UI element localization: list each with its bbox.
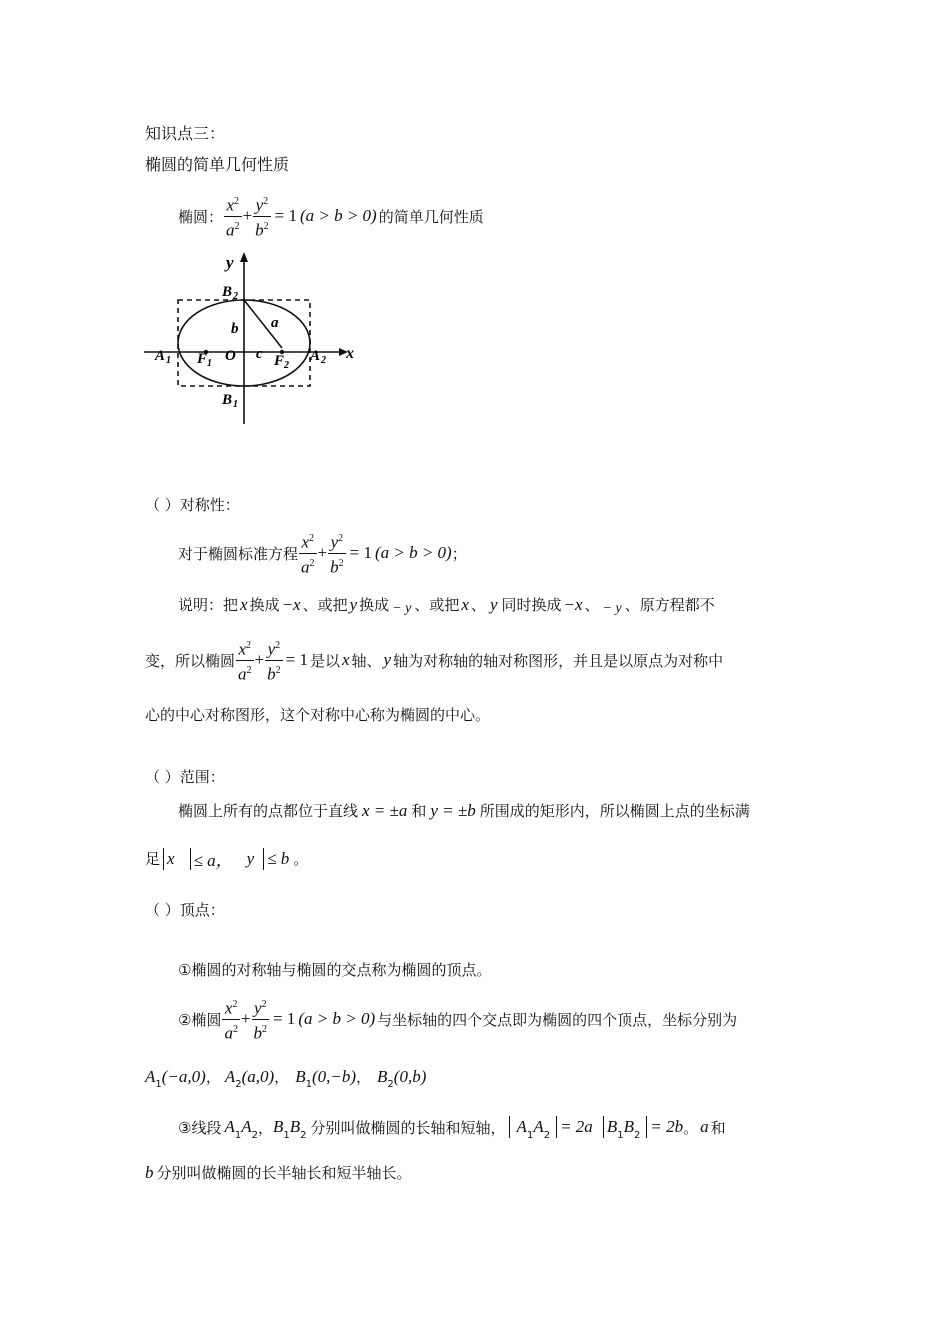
line-y-eq: y = ±b — [430, 800, 476, 820]
var-B: B — [606, 1117, 618, 1136]
plus-sign: + — [317, 543, 328, 563]
text: 所围成的矩形内，所以椭圆上点的坐标满 — [479, 802, 750, 820]
subscript: 2 — [387, 1079, 394, 1090]
text: 同时换成 — [501, 596, 562, 614]
label-f1: F — [197, 351, 208, 367]
condition: (a > b > 0) — [299, 206, 377, 226]
plus-sign: + — [254, 650, 265, 670]
comma: ， — [205, 1068, 221, 1086]
vertex-coordinates — [145, 1066, 427, 1090]
var-x: x — [341, 650, 350, 670]
range-b: ≤ b — [267, 848, 290, 868]
range-line-2 — [145, 846, 308, 871]
symmetry-center-text: 心的中心对称图形，这个对称中心称为椭圆的中心。 — [145, 706, 491, 724]
fraction-x2-a2: $\frac{x^2}{a^2}$ — [226, 195, 240, 240]
condition: (a > b > 0) — [298, 1009, 376, 1029]
subscript: 1 — [234, 1129, 242, 1141]
vertex-a1: A — [145, 1066, 156, 1086]
section-vertex-title: （ ）顶点： — [145, 901, 225, 919]
abs-bar — [263, 848, 264, 870]
var-y: y — [489, 594, 498, 614]
intro-suffix: 的简单几何性质 — [378, 207, 484, 226]
comma: ， — [274, 1068, 290, 1086]
fraction-y2-b2: $\frac{y^2}{b^2}$ — [253, 998, 268, 1043]
label-y: y — [226, 253, 234, 272]
var-x: x — [167, 848, 175, 868]
label-c: c — [256, 346, 263, 362]
var-neg-y: − y — [392, 600, 412, 616]
label-b2-sub: 2 — [233, 291, 238, 302]
fraction-x2-a2: $\frac{x^2}{a^2}$ — [224, 998, 238, 1043]
var-neg-y: − y — [602, 600, 622, 616]
var-neg-x: −x — [563, 594, 583, 614]
label-b1: B — [222, 392, 233, 408]
abs-bar — [190, 848, 191, 870]
label-f2: F — [274, 353, 285, 369]
label-a2: A — [310, 348, 321, 364]
var-a: a — [700, 1117, 709, 1136]
symmetry-conclusion-line — [145, 637, 723, 683]
abs-bar — [556, 1116, 557, 1138]
symmetry-prefix: 对于椭圆标准方程 — [178, 544, 299, 563]
vertex-a2: A — [224, 1066, 236, 1086]
label-b1-sub: 1 — [233, 399, 238, 410]
range-line-1 — [178, 800, 750, 821]
subscript: 1 — [617, 1129, 624, 1141]
comma: ， — [257, 1118, 273, 1137]
section-symmetry-title: （ ）对称性： — [145, 496, 240, 514]
vertex-b1-coord: (0,−b) — [311, 1066, 356, 1086]
subscript: 2 — [251, 1129, 258, 1141]
vertex-item-3-cont — [145, 1162, 412, 1183]
line-x-eq: x = ±a — [362, 800, 408, 820]
abs-bar — [163, 848, 164, 870]
subscript: 1 — [526, 1129, 534, 1141]
section-range-title: （ ）范围： — [145, 768, 225, 786]
vertex-item-2 — [178, 996, 737, 1042]
text: 分别叫做椭圆的长轴和短轴， — [310, 1118, 506, 1137]
var-B: B — [273, 1117, 284, 1136]
page-title: 椭圆的简单几何性质 — [145, 155, 290, 174]
var-neg-x: −x — [281, 594, 301, 614]
fraction-y2-b2: $\frac{y^2}{b^2}$ — [255, 195, 269, 240]
var-y: y — [349, 594, 358, 614]
var-A: A — [224, 1117, 235, 1136]
text: 、或把 — [302, 596, 348, 614]
vertex-a1-coord: (−a,0) — [161, 1066, 206, 1086]
label-a1-sub: 1 — [166, 355, 171, 366]
abs-bar — [646, 1116, 647, 1138]
intro-line — [178, 193, 484, 239]
var-y: y — [246, 848, 255, 868]
var-y: y — [383, 650, 392, 670]
label-b2: B — [222, 284, 233, 300]
equals-one: = 1 — [274, 206, 297, 226]
major-axis-length: = 2a — [560, 1117, 593, 1136]
label-a: a — [271, 315, 279, 331]
var-A: A — [516, 1117, 527, 1136]
label-f2-sub: 2 — [284, 360, 289, 371]
subscript: 1 — [155, 1079, 162, 1090]
plus-sign: + — [242, 206, 253, 226]
text: 、或把 — [414, 596, 460, 614]
subscript: 2 — [235, 1079, 242, 1090]
abs-bar — [509, 1116, 510, 1138]
semicolon: ； — [451, 544, 467, 563]
symmetry-description-line — [178, 594, 715, 615]
text: 椭圆上所有的点都位于直线 — [178, 802, 359, 820]
text: ②椭圆 — [178, 1010, 222, 1029]
text: 、 — [584, 596, 600, 614]
abs-bar — [603, 1116, 604, 1138]
label-a2-sub: 2 — [321, 355, 326, 366]
subscript: 2 — [300, 1129, 307, 1141]
subscript: 2 — [633, 1129, 641, 1141]
subscript: 2 — [543, 1129, 551, 1141]
var-x: x — [240, 594, 248, 614]
var-A: A — [241, 1117, 252, 1136]
var-B: B — [289, 1117, 301, 1136]
plus-sign: + — [240, 1009, 251, 1029]
text: 换成 — [249, 596, 280, 614]
intro-prefix: 椭圆： — [178, 207, 224, 226]
text: 和 — [411, 802, 427, 820]
text: 变，所以椭圆 — [145, 651, 236, 670]
subscript: 1 — [305, 1079, 312, 1090]
var-x: x — [461, 594, 469, 614]
label-f1-sub: 1 — [207, 358, 212, 369]
fraction-y2-b2: $\frac{y^2}{b^2}$ — [267, 639, 281, 684]
text: 、 — [470, 596, 486, 614]
text: 与坐标轴的四个交点即为椭圆的四个顶点，坐标分别为 — [377, 1010, 738, 1029]
vertex-item-1: ①椭圆的对称轴与椭圆的交点称为椭圆的顶点。 — [178, 961, 492, 979]
text: 是以 — [309, 651, 340, 670]
ellipse-figure — [142, 248, 364, 428]
y-axis-arrow — [240, 252, 248, 262]
var-b: b — [145, 1162, 154, 1182]
fraction-x2-a2: $\frac{x^2}{a^2}$ — [301, 532, 315, 577]
text: 分别叫做椭圆的长半轴长和短半轴长。 — [156, 1164, 412, 1182]
text: 换成 — [359, 596, 390, 614]
text: 。 — [293, 850, 309, 868]
text: ③线段 — [178, 1118, 222, 1137]
equals-one: = 1 — [273, 1009, 296, 1029]
var-A: A — [533, 1117, 544, 1136]
text: 和 — [710, 1118, 726, 1137]
var-B: B — [623, 1117, 634, 1136]
equals-one: = 1 — [285, 650, 308, 670]
minor-axis-length: = 2b — [650, 1117, 684, 1136]
label-x: x — [346, 345, 354, 362]
vertex-b2-coord: (0,b) — [393, 1066, 427, 1086]
comma: ， — [356, 1068, 372, 1086]
condition: (a > b > 0) — [374, 543, 452, 563]
text: 、原方程都不 — [624, 596, 715, 614]
equals-one: = 1 — [349, 543, 372, 563]
text: 说明：把 — [178, 596, 239, 614]
text: 。 — [683, 1118, 699, 1137]
text: 足 — [145, 850, 161, 868]
vertex-b2: B — [377, 1066, 388, 1086]
label-b: b — [231, 321, 239, 337]
label-origin: O — [225, 348, 236, 364]
symmetry-equation-line — [178, 530, 467, 576]
vertex-b1: B — [295, 1066, 306, 1086]
fraction-x2-a2: $\frac{x^2}{a^2}$ — [238, 639, 252, 684]
text: 轴为对称轴的轴对称图形，并且是以原点为对称中 — [393, 651, 724, 670]
text: 轴、 — [351, 651, 382, 670]
section-label: 知识点三： — [145, 124, 226, 143]
vertex-item-3 — [178, 1116, 726, 1141]
label-a1: A — [155, 348, 166, 364]
fraction-y2-b2: $\frac{y^2}{b^2}$ — [330, 532, 344, 577]
subscript: 1 — [283, 1129, 290, 1141]
range-a: ≤ a， — [193, 851, 233, 870]
vertex-a2-coord: (a,0) — [241, 1066, 275, 1086]
